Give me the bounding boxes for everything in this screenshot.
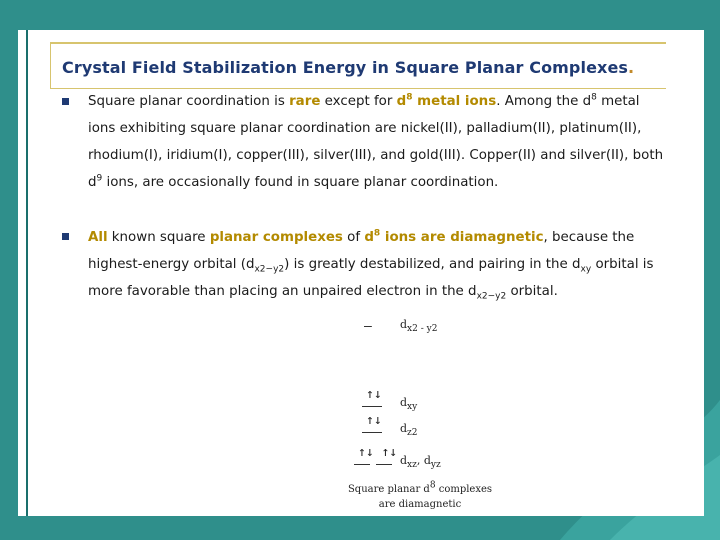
bullet-icon bbox=[62, 98, 69, 105]
electron-pair-icon: ↑↓ bbox=[366, 413, 382, 428]
orbital-label-dxz-dyz: $d_{xz}$, $d_{yz}$ bbox=[400, 454, 441, 471]
orbital-level-line bbox=[354, 464, 370, 465]
title-rule-left bbox=[50, 42, 51, 89]
orbital-label-dz2: $d_{z2}$ bbox=[400, 422, 418, 439]
empty-orbital-line: — bbox=[364, 319, 372, 334]
bullet-paragraph-2: All known square planar complexes of $d^8$ ions are diamagnetic, because the highest-energy orbital $(d_{x2-y2})$ is greatly destabilized, and pairing in the $d_{xy}$ orbital is more favorable than placing an unpaired electron in the $d_{x2-y2}$ orbital. bbox=[88, 228, 654, 302]
orbital-level-line bbox=[376, 464, 392, 465]
orbital-label-dx2y2: $d_{x2 - y2}$ bbox=[400, 318, 438, 335]
left-accent-rule bbox=[26, 30, 28, 516]
electron-pair-icon: ↑↓ bbox=[366, 387, 382, 402]
title-rule-top bbox=[50, 42, 666, 44]
slide-title: Crystal Field Stabilization Energy in Square Planar Complexes. bbox=[62, 58, 635, 77]
diagram-caption: Square planar $d^8$ complexes are diamagnetic bbox=[347, 480, 493, 510]
orbital-label-dxy: $d_{xy}$ bbox=[400, 396, 418, 413]
orbital-level-line bbox=[362, 406, 382, 407]
electron-pairs-icon: ↑↓ ↑↓ bbox=[358, 445, 398, 460]
bullet-paragraph-1: Square planar coordination is rare except for $d^8$ metal ions. Among the $d^8$ metal ions exhibiting square planar coordination are nickel(II), palladium(II), platinum(II), rhodium(I), iridium(I), copper(III), silver(III), and gold(III). Copper(II) and silver(II), both $d^9$ ions, are occasionally found in square planar coordination. bbox=[88, 92, 664, 190]
bullet-icon bbox=[62, 233, 69, 240]
orbital-level-line bbox=[362, 432, 382, 433]
orbital-splitting-diagram bbox=[320, 312, 520, 517]
